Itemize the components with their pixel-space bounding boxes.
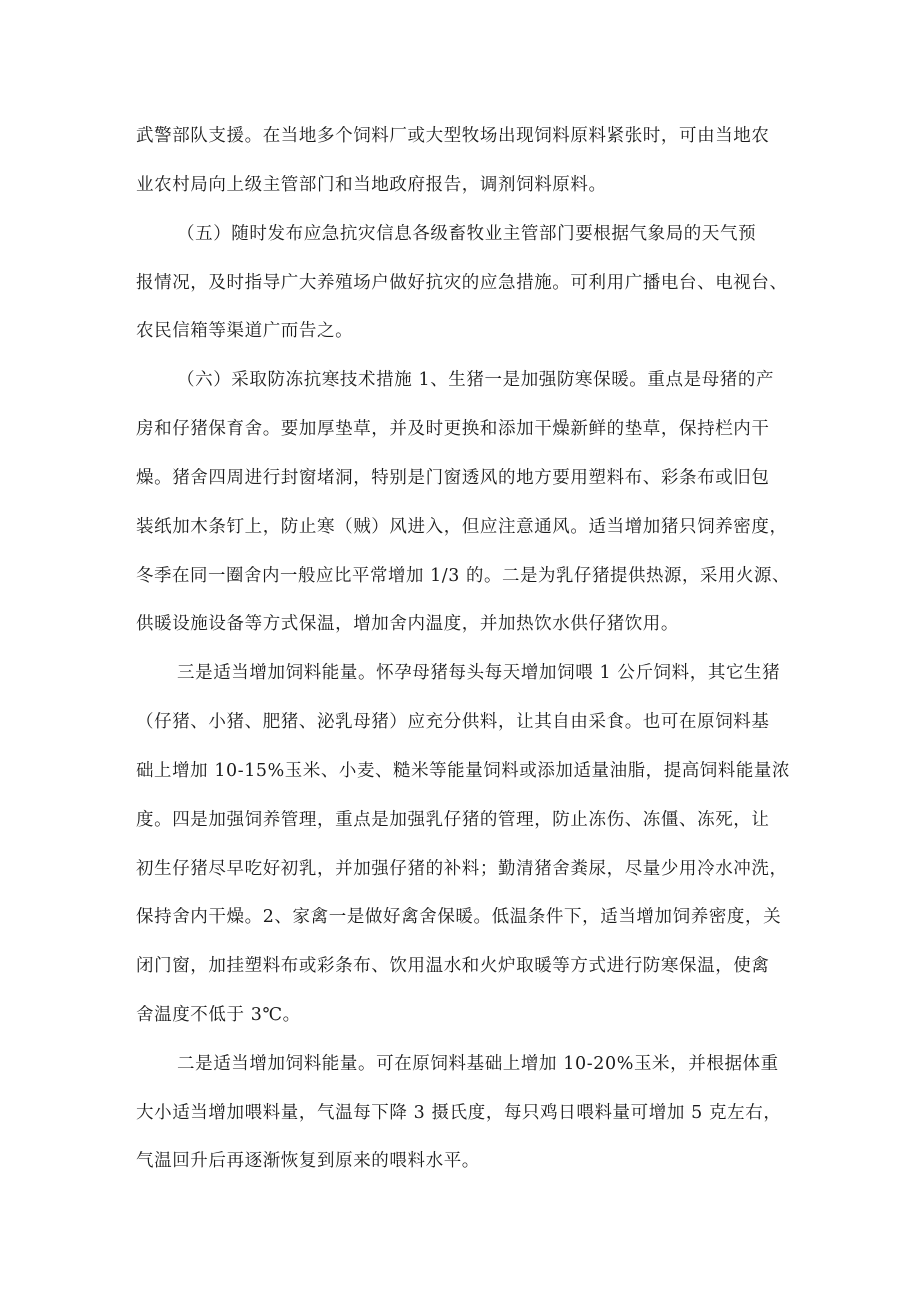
- line-text: 农民信箱等渠道广而告之。: [136, 321, 354, 341]
- line-text: 供暖设施设备等方式保温，增加舍内温度，并加热饮水供仔猪饮用。: [136, 614, 679, 634]
- line-text: 房和仔猪保育舍。要加厚垫草，并及时更换和添加干燥新鲜的垫草，保持栏内干: [136, 419, 770, 439]
- line-text: （仔猪、小猪、肥猪、泌乳母猪）应充分供料，让其自由采食。也可在原饲料基: [136, 712, 770, 732]
- line-text: 三是适当增加饲料能量。怀孕母猪每头每天增加饲喂 1 公斤饲料，其它生猪: [177, 663, 781, 683]
- text-line: [0, 561, 920, 591]
- text-line: [0, 707, 920, 737]
- line-text: 武警部队支援。在当地多个饲料厂或大型牧场出现饲料原料紧张时，可由当地农: [136, 126, 770, 146]
- text-line: [0, 1098, 920, 1128]
- line-text: （六）采取防冻抗寒技术措施 1、生猪一是加强防寒保暖。重点是母猪的产: [177, 370, 775, 390]
- text-line: [0, 512, 920, 542]
- text-line: [0, 463, 920, 493]
- text-line: [0, 609, 920, 639]
- line-text: 二是适当增加饲料能量。可在原饲料基础上增加 10-20%玉米，并根据体重: [177, 1054, 779, 1074]
- line-text: 燥。猪舍四周进行封窗堵洞，特别是门窗透风的地方要用塑料布、彩条布或旧包: [136, 468, 770, 488]
- text-line: [0, 365, 920, 395]
- text-line: [0, 1146, 920, 1176]
- line-text: 初生仔猪尽早吃好初乳，并加强仔猪的补料；勤清猪舍粪尿，尽量少用冷水冲洗，: [136, 859, 788, 879]
- line-text: 装纸加木条钉上，防止寒（贼）风进入，但应注意通风。适当增加猪只饲养密度，: [136, 517, 788, 537]
- text-line: [0, 170, 920, 200]
- text-line: [0, 414, 920, 444]
- text-line: [0, 268, 920, 298]
- text-line: [0, 658, 920, 688]
- text-line: [0, 316, 920, 346]
- text-line: [0, 219, 920, 249]
- line-text: 舍温度不低于 3℃。: [136, 1005, 301, 1025]
- line-text: 业农村局向上级主管部门和当地政府报告，调剂饲料原料。: [136, 175, 607, 195]
- text-line: [0, 1049, 920, 1079]
- text-line: [0, 121, 920, 151]
- line-text: 保持舍内干燥。2、家禽一是做好禽舍保暖。低温条件下，适当增加饲养密度，关: [136, 907, 782, 927]
- line-text: 报情况，及时指导广大养殖场户做好抗灾的应急措施。可利用广播电台、电视台、: [136, 273, 788, 293]
- line-text: 础上增加 10-15%玉米、小麦、糙米等能量饲料或添加适量油脂，提高饲料能量浓: [136, 761, 791, 781]
- text-line: [0, 854, 920, 884]
- line-text: 冬季在同一圈舍内一般应比平常增加 1/3 的。二是为乳仔猪提供热源，采用火源、: [136, 566, 791, 586]
- line-text: （五）随时发布应急抗灾信息各级畜牧业主管部门要根据气象局的天气预: [177, 224, 757, 244]
- text-line: [0, 1000, 920, 1030]
- line-text: 度。四是加强饲养管理，重点是加强乳仔猪的管理，防止冻伤、冻僵、冻死，让: [136, 810, 770, 830]
- line-text: 大小适当增加喂料量，气温每下降 3 摄氏度，每只鸡日喂料量可增加 5 克左右，: [136, 1103, 782, 1123]
- line-text: 闭门窗，加挂塑料布或彩条布、饮用温水和火炉取暖等方式进行防寒保温，使禽: [136, 956, 770, 976]
- text-line: [0, 951, 920, 981]
- line-text: 气温回升后再逐渐恢复到原来的喂料水平。: [136, 1151, 480, 1171]
- text-line: [0, 756, 920, 786]
- text-line: [0, 902, 920, 932]
- text-line: [0, 805, 920, 835]
